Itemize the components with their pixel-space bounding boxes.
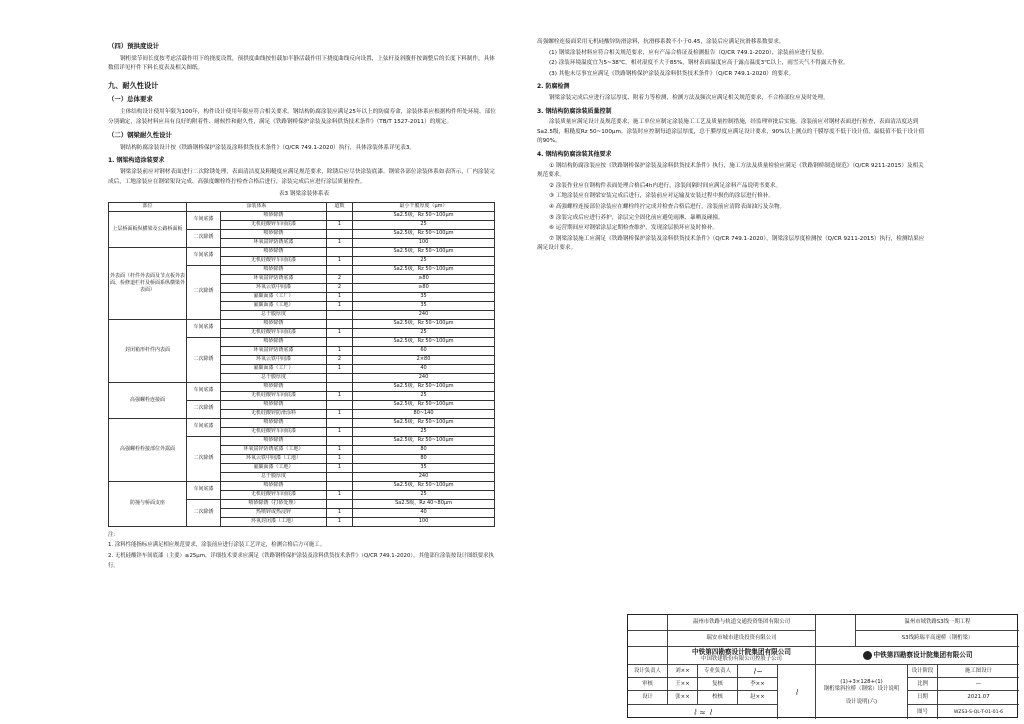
table-cell-thickness: 35: [353, 463, 495, 472]
table-cell-thickness: 80: [353, 445, 495, 454]
table-cell-thickness: Sa2.5级，Rz 50~100μm: [353, 418, 495, 427]
table-cell-part: 封闭箱形杆件内表面: [109, 319, 187, 382]
table-cell-stage: 二次除锈: [187, 337, 221, 382]
date: 2021.07: [938, 691, 1019, 705]
table-cell-stage: 二次除锈: [187, 436, 221, 481]
table-cell-coats: 1: [327, 409, 353, 418]
table-cell-coating: 氟碳面漆（工地）: [221, 463, 327, 472]
s4-item: ② 涂装作业应在钢构件表面处理合格后4h内进行，涂装间隔时间应满足涂料产品说明书要求。: [549, 182, 782, 189]
tb-label: [816, 615, 856, 647]
label-scale: 比例: [908, 678, 938, 691]
table-cell-stage: 二次除锈: [187, 499, 221, 526]
table-cell-coats: [327, 247, 353, 256]
table-cell-stage: 二次除锈: [187, 400, 221, 418]
table-cell-coats: 1: [327, 292, 353, 301]
table-cell-coats: [327, 472, 353, 481]
table-cell-thickness: Sa2.5级，Rz 50~100μm: [353, 400, 495, 409]
client-2: 瑞安市城市建设投资有限公司: [668, 631, 816, 647]
table-cell-coats: 1: [327, 463, 353, 472]
table-cell-coating: 环氧云铁中间漆: [221, 283, 327, 292]
table-cell-thickness: Sa2.5级，Rz 50~100μm: [353, 247, 495, 256]
tb-label: [628, 647, 668, 665]
table-cell-coating: 无机硅酸锌车间底漆: [221, 427, 327, 436]
table-cell-coating: 环氧富锌防锈底漆: [221, 346, 327, 355]
table-cell-coats: 1: [327, 445, 353, 454]
person-5: 赵××: [738, 691, 778, 705]
table-cell-coats: [327, 499, 353, 508]
table-cell-coats: 1: [327, 508, 353, 517]
label-review: 审核: [628, 678, 668, 691]
table-cell-coating: 喷砂除锈: [221, 400, 327, 409]
table-cell-coating: 喷砂除锈: [221, 265, 327, 274]
s4-item: ⑦ 钢梁涂装施工应满足《铁路钢桥保护涂装及涂料供货技术条件》（Q/CR 749.1-2020），钢梁涂层厚度检测按（Q/CR 9211-2015）执行，检测结果应满足设计要求。: [537, 235, 925, 252]
label-date: 日期: [908, 691, 938, 705]
table-cell-coating: 喷砂除锈: [221, 211, 327, 220]
table-cell-stage: 车间底漆: [187, 382, 221, 400]
label-stage: 设计阶段: [908, 665, 938, 678]
section-9-title: 九、耐久性设计: [108, 80, 159, 90]
company-logo-cell: [816, 647, 1019, 665]
table-cell-coating: 环氧封闭漆（工地）: [221, 517, 327, 526]
table-cell-thickness: 25: [353, 391, 495, 400]
table-header-cell: 道数: [327, 202, 353, 211]
table-cell-thickness: 240: [353, 310, 495, 319]
table-row: [109, 418, 495, 427]
company-logo-text: 中铁第四勘察设计院集团有限公司: [873, 651, 973, 659]
tb-label: [628, 615, 668, 631]
person-3: 李××: [738, 678, 778, 691]
list-item: (1) 钢梁涂装材料应符合相关规范要求，应有产品合格证及检测报告（Q/CR 749.1-2020），涂装前应进行复验。: [549, 49, 828, 56]
person-2: 王××: [668, 678, 698, 691]
right-column: [537, 38, 929, 255]
signature-1: ⌇~: [738, 665, 778, 678]
s4-item: ③ 工地涂装应在钢梁安装完成后进行，涂装前应对运输及安装过程中损伤的涂层进行修补。: [549, 193, 774, 200]
table-cell-thickness: 40: [353, 364, 495, 373]
designer-sub: 中国铁建股份有限公司控股子公司: [701, 655, 782, 662]
title-block: [627, 614, 1018, 718]
table-cell-thickness: 25: [353, 427, 495, 436]
table-cell-coating: 无机硅酸锌防滑涂料: [221, 409, 327, 418]
note-label: 注：: [108, 531, 119, 538]
table-cell-thickness: 80~140: [353, 409, 495, 418]
table-body: [109, 211, 495, 526]
table-cell-coats: [327, 265, 353, 274]
table-cell-thickness: 100: [353, 238, 495, 247]
table-cell-thickness: 25: [353, 220, 495, 229]
table-cell-coating: 环氧富锌防锈底漆（工地）: [221, 445, 327, 454]
table-cell-coating: 环氧富锌防锈底漆: [221, 238, 327, 247]
table-cell-coating: 无机硅酸锌车间底漆: [221, 220, 327, 229]
table-cell-coating: 总干膜厚度: [221, 310, 327, 319]
table-cell-coating: 总干膜厚度: [221, 472, 327, 481]
table-cell-thickness: 25: [353, 490, 495, 499]
label-proof: 校核: [698, 691, 738, 705]
table-cell-thickness: Sa2.5级，Rz 50~100μm: [353, 436, 495, 445]
item-1-body: 钢梁涂装前应对钢材表面进行二次除锈处理，表面清洁度及粗糙度应满足规范要求，除锈后应尽快涂装底漆。钢梁各部位涂装体系如表所示，厂内涂装完成后，工地涂装应在钢梁架设完成、高强度螺栓终拧检查合格后进行，涂装完成后应进行涂层质量检查。: [108, 168, 495, 185]
table-cell-coating: 喷砂除锈: [221, 436, 327, 445]
table-cell-thickness: 2×80: [353, 355, 495, 364]
table-cell-coats: [327, 436, 353, 445]
table-cell-coats: [327, 400, 353, 409]
table-cell-coats: 1: [327, 517, 353, 526]
table-cell-stage: 二次除锈: [187, 229, 221, 247]
table-cell-coats: 1: [327, 490, 353, 499]
table-cell-coating: 氟碳面漆（工厂）: [221, 364, 327, 373]
sub-1-body: 主体结构设计使用年限为100年，构件设计使用年限应符合相关要求。钢结构防腐涂装应满足25年以上的防腐寿命，涂装体系应根据构件所处环境、部位分别确定，涂装材料应具有良好的附着性、耐候性和耐久性，满足《铁路钢桥保护涂装及涂料供货技术条件》（TB/T 1527-2011）的规定。: [108, 108, 496, 125]
table-cell-thickness: 40: [353, 508, 495, 517]
company-logo-icon: [863, 651, 872, 660]
table-cell-coating: 总干膜厚度: [221, 373, 327, 382]
table-cell-coating: 喷砂除锈（打砂处理）: [221, 499, 327, 508]
table-cell-stage: 车间底漆: [187, 481, 221, 499]
table-cell-coating: 氟碳面漆（工地）: [221, 301, 327, 310]
s2-title: 2. 防腐检测: [537, 83, 570, 91]
note-item: 1. 涂料性能指标应满足相应规范要求，涂装前应进行涂装工艺评定，检测合格后方可施工。: [108, 542, 326, 549]
table-cell-part: 外表面（杆件外表面及节点板外表面、检修道栏杆及桥面系纵横梁外表面）: [109, 247, 187, 319]
table-cell-coating: 喷砂除锈: [221, 481, 327, 490]
table-cell-part: 防撞与桥面支座: [109, 481, 187, 526]
s4-item: ⑥ 运营期间应对钢梁涂层定期检查维护，发现涂层损坏应及时修补。: [549, 225, 719, 232]
design-stage: 施工图设计: [938, 665, 1019, 678]
s3-body: 涂装质量应满足设计及规范要求，施工单位应制定涂装施工工艺及质量控制措施，经监理审批后实施。涂装前应对钢材表面进行检查，表面清洁度达到Sa2.5级，粗糙度Rz 50~100μm。涂装时应控制每道涂层厚度，总干膜厚度应满足设计要求，90%以上测点的干膜厚度不低于设计值，最低值不低于设计值的90%。: [537, 119, 925, 145]
table-cell-coats: 1: [327, 301, 353, 310]
table-cell-coating: 无机硅酸锌车间底漆: [221, 391, 327, 400]
section-4-body: 钢桁梁节间长度按考虑活载作用下的挠度设置，预拱度曲线按恒载加半静活载作用下挠度曲线反向设置，上弦杆及斜腹杆按调整后的长度下料制作，具体数值详见杆件下料长度表及相关图纸。: [108, 55, 495, 72]
designer-name: 中铁第四勘察设计院集团有限公司: [692, 647, 791, 656]
table-cell-coats: 1: [327, 220, 353, 229]
table-cell-part: 高强螺栓连接面: [109, 382, 187, 418]
table-cell-coating: 喷砂除锈: [221, 229, 327, 238]
table-cell-thickness: 240: [353, 472, 495, 481]
label-design: 设计: [628, 691, 668, 705]
table-cell-stage: 车间底漆: [187, 247, 221, 265]
scale: —: [938, 678, 1019, 691]
table-cell-thickness: 240: [353, 373, 495, 382]
drawing-title-1: (1)+3×128+(1): [840, 678, 883, 685]
table-row: [109, 481, 495, 490]
right-top-paragraph: 高强螺栓连接面采用无机硅酸锌防滑涂料，抗滑移系数不小于0.45，涂装后应满足抗滑移系数要求。: [537, 39, 785, 45]
table-header-row: [109, 202, 495, 211]
label-drawing-no: 图号: [908, 705, 938, 719]
note-item: 2. 无机硅酸锌车间底漆（主要）≥25μm，详细技术要求应满足《铁路钢桥保护涂装及涂料供货技术条件》（Q/CR 749.1-2020），其他部位涂装按设计图纸要求执行。: [108, 552, 494, 569]
table-cell-coats: 1: [327, 328, 353, 337]
table-cell-coating: 喷砂除锈: [221, 337, 327, 346]
table-cell-coating: 环氧云铁中间漆: [221, 355, 327, 364]
table-row: [109, 319, 495, 328]
table-cell-thickness: ≥80: [353, 283, 495, 292]
table-cell-coats: [327, 418, 353, 427]
label-design-lead: 设计负责人: [628, 665, 668, 678]
designer-block: [668, 647, 816, 665]
table-cell-coats: 1: [327, 346, 353, 355]
table-cell-thickness: Sa2.5级，Rz 50~100μm: [353, 382, 495, 391]
table-cell-coating: 无机硅酸锌车间底漆: [221, 328, 327, 337]
table-cell-coating: 环氧富锌防锈底漆: [221, 274, 327, 283]
table-cell-coats: [327, 481, 353, 490]
table-cell-coats: [327, 229, 353, 238]
table-cell-stage: 车间底漆: [187, 319, 221, 337]
table-cell-stage: 车间底漆: [187, 418, 221, 436]
signature-2: ⌇ ≈ ⌇: [628, 705, 778, 719]
project-sub: S3线跨瑞平高速桥（钢桁梁）: [856, 631, 1019, 647]
client-1: 温州市铁路与轨道交通投资集团有限公司: [668, 615, 816, 631]
table-cell-coating: 无机硅酸锌车间底漆: [221, 490, 327, 499]
table-cell-coating: 氟碳面漆（工厂）: [221, 292, 327, 301]
table-header-cell: 部位: [109, 202, 187, 211]
table-row: [109, 247, 495, 256]
s2-body: 钢梁涂装完成后应进行涂层厚度、附着力等检测，检测方法及频次应满足相关规范要求，不合格部位应及时处理。: [549, 94, 829, 101]
table-cell-thickness: 35: [353, 292, 495, 301]
table-cell-coats: 1: [327, 454, 353, 463]
table-cell-part: 上层桥面板纵横梁及公路桥面板: [109, 211, 187, 247]
s4-item: ④ 高强螺栓连接部位涂装应在螺栓终拧完成并检查合格后进行，涂装前应清除表面油污及杂物。: [549, 203, 786, 210]
table-cell-coats: [327, 337, 353, 346]
table-row: [109, 382, 495, 391]
drawing-title: [816, 665, 908, 719]
drawing-no: WZS3-S-QL-T-01-01-6: [953, 709, 1004, 715]
table-cell-coats: [327, 211, 353, 220]
table-cell-thickness: Sa2.5级，Rz 50~100μm: [353, 265, 495, 274]
section-4-title: （四）预拱度设计: [108, 42, 160, 50]
table-notes: [108, 531, 500, 571]
left-column: [108, 38, 500, 572]
table-cell-coating: 喷砂除锈: [221, 247, 327, 256]
person-4: 张××: [668, 691, 698, 705]
table-cell-coats: [327, 373, 353, 382]
sub-2-body: 钢结构防腐涂装设计按《铁路钢桥保护涂装及涂料供货技术条件》（Q/CR 749.1-2020）执行，具体涂装体系详见表3。: [120, 144, 416, 151]
table-cell-coats: 1: [327, 238, 353, 247]
list-item: (2) 涂装环境温度宜为5~38℃，相对湿度不大于85%，钢材表面温度应高于露点温度3℃以上，雨雪天气不得露天作业。: [549, 60, 849, 67]
s4-item: ① 钢结构防腐涂装应按《铁路钢桥保护涂装及涂料供货技术条件》执行，施工方法及质量检验应满足《铁路钢桥制造规范》（Q/CR 9211-2015）及相关规范要求。: [537, 162, 924, 179]
table-header-cell: 涂装体系: [187, 202, 327, 211]
table-cell-coating: 喷砂除锈: [221, 382, 327, 391]
s3-title: 3. 钢结构防腐涂装质量控制: [537, 107, 612, 115]
table-cell-thickness: 35: [353, 301, 495, 310]
table-cell-thickness: Sa2.5级，Rz 40~80μm: [353, 499, 495, 508]
drawing-title-2: 钢桁梁斜拉桥（钢梁）设计说明: [823, 685, 900, 692]
table-cell-coats: [327, 319, 353, 328]
table-cell-thickness: Sa2.5级，Rz 50~100μm: [353, 319, 495, 328]
table-cell-coats: 1: [327, 391, 353, 400]
sub-2-title: （二）钢梁耐久性设计: [108, 131, 172, 140]
item-1-title: 1. 钢梁构造涂装要求: [108, 157, 165, 165]
table-caption: 表3 钢梁涂装体系表: [278, 191, 330, 198]
signature-3: ⌇: [778, 665, 816, 719]
label-discipline-lead: 专业负责人: [698, 665, 738, 678]
sub-1-title: （一）总体要求: [108, 95, 153, 104]
table-cell-coating: 喷砂除锈: [221, 418, 327, 427]
table-cell-stage: 二次除锈: [187, 265, 221, 319]
drawing-title-3: 设计说明(六): [845, 698, 878, 705]
table-cell-coating: 无机硅酸锌车间底漆: [221, 256, 327, 265]
table-cell-thickness: 80: [353, 454, 495, 463]
s4-title: 4. 钢结构防腐涂装其他要求: [537, 150, 612, 158]
table-cell-coats: [327, 382, 353, 391]
table-cell-thickness: 25: [353, 328, 495, 337]
table-cell-coats: 2: [327, 355, 353, 364]
table-cell-coats: 1: [327, 256, 353, 265]
tb-label: [628, 631, 668, 647]
table-row: [109, 211, 495, 220]
table-cell-thickness: Sa2.5级，Rz 50~100μm: [353, 337, 495, 346]
table-cell-coating: 喷砂除锈: [221, 319, 327, 328]
table-header-cell: 最小干膜厚度（μm）: [353, 202, 495, 211]
table-cell-coats: 2: [327, 283, 353, 292]
table-cell-thickness: Sa2.5级，Rz 50~100μm: [353, 229, 495, 238]
table-cell-coats: 2: [327, 274, 353, 283]
table-cell-coating: 环氧云铁中间漆（工地）: [221, 454, 327, 463]
label-check: 复核: [698, 678, 738, 691]
s4-item: ⑤ 涂装完成后应进行养护，涂层完全固化前应避免雨淋、暴晒及碰撞。: [549, 214, 724, 221]
table-cell-thickness: ≥80: [353, 274, 495, 283]
table-cell-thickness: Sa2.5级，Rz 50~100μm: [353, 211, 495, 220]
table-cell-coats: 1: [327, 364, 353, 373]
table-cell-coats: 1: [327, 427, 353, 436]
project-name: 温州市域铁路S3线一期工程: [856, 615, 1019, 631]
table-cell-thickness: Sa2.5级，Rz 50~100μm: [353, 481, 495, 490]
table-cell-part: 高强螺栓栓接部位外露面: [109, 418, 187, 481]
table-cell-thickness: 25: [353, 256, 495, 265]
table-cell-thickness: 60: [353, 346, 495, 355]
table-cell-stage: 车间底漆: [187, 211, 221, 229]
table-cell-coats: [327, 310, 353, 319]
table-cell-coating: 热喷锌或热浸锌: [221, 508, 327, 517]
coating-table: [108, 202, 495, 527]
person-1: 刘××: [668, 665, 698, 678]
table-cell-thickness: 100: [353, 517, 495, 526]
list-item: (3) 其他未尽事宜应满足《铁路钢桥保护涂装及涂料供货技术条件》（Q/CR 749.1-2020）的要求。: [549, 70, 795, 77]
